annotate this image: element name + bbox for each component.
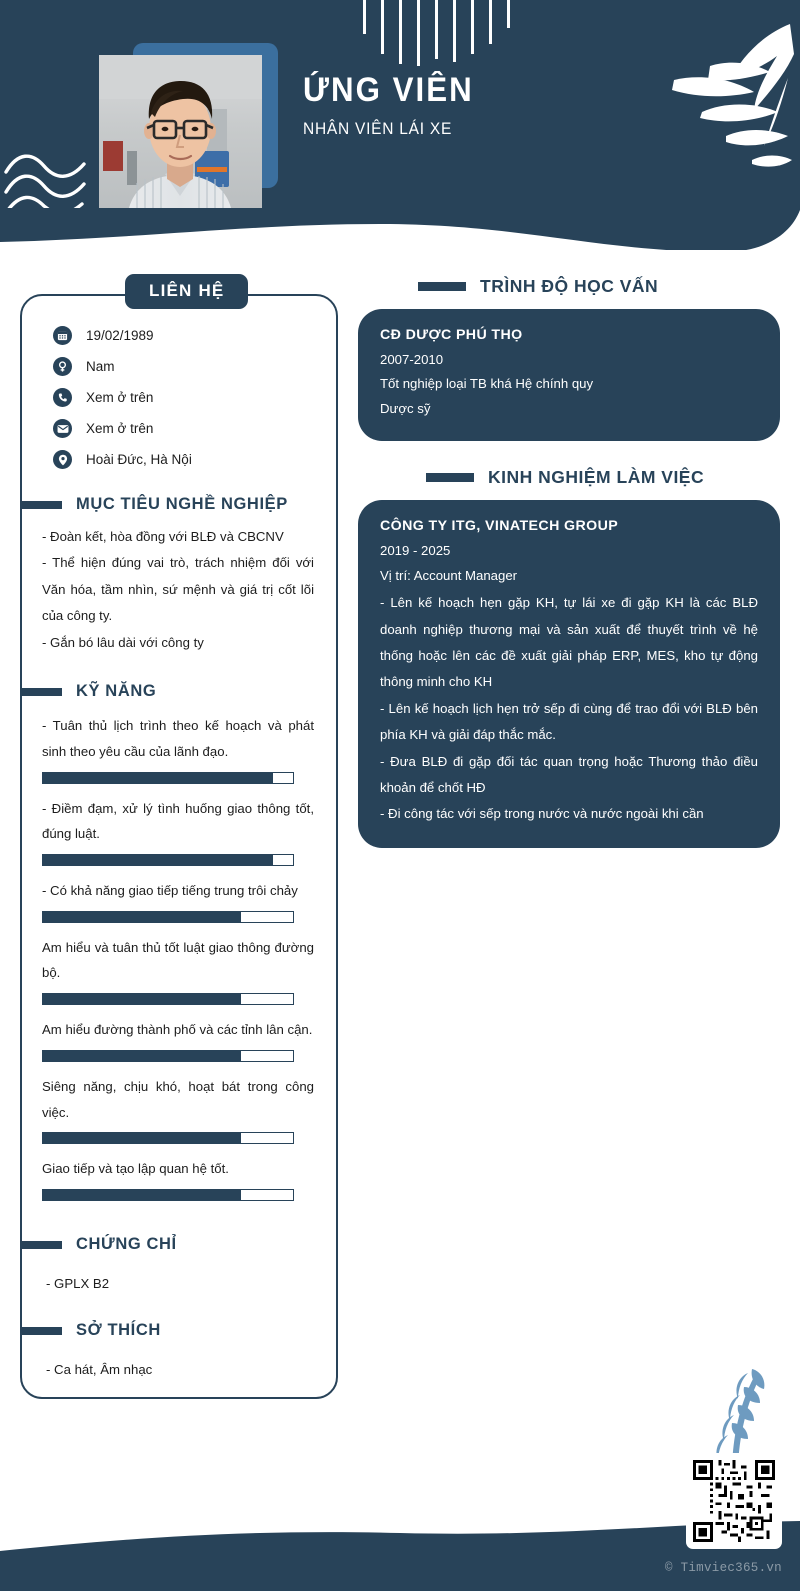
location-icon [53,450,72,469]
skill-label: Siêng năng, chịu khó, hoạt bát trong công việc. [42,1078,314,1120]
section-header-skills [20,682,318,701]
skill-progress-fill [43,994,241,1004]
contact-value-birthdate: 19/02/1989 [86,328,154,343]
objective-line: - Đoàn kết, hòa đồng với BLĐ và CBCNV [42,529,284,544]
education-card [358,309,780,441]
contact-section-pill: LIÊN HỆ [125,274,248,309]
skill-item [40,1074,318,1144]
section-dash [20,1241,62,1249]
certificate-item: - GPLX B2 [46,1276,110,1292]
experience-bullet: - Đi công tác với sếp trong nước và nước ngoài khi cần [380,806,704,822]
skill-item [40,878,318,923]
experience-card [358,500,780,848]
contact-item-email [53,419,318,438]
objective-line: - Gắn bó lâu dài với công ty [42,634,204,650]
skill-label: Am hiểu và tuân thủ tốt luật giao thông đường bộ. [42,939,314,981]
copyright-text: © Timviec365.vn [664,1561,782,1575]
contact-item-gender [53,357,318,376]
skill-progress-fill [43,1133,241,1143]
avatar [99,55,262,220]
experience-bullet: - Đưa BLĐ đi gặp đối tác quan trọng hoặc Thương thảo điều khoản để chốt HĐ [380,753,758,795]
section-title-certificates: CHỨNG CHỈ [76,1235,177,1254]
section-dash [426,473,474,482]
contact-value-address: Hoài Đức, Hà Nội [86,452,192,467]
experience-bullet: - Lên kế hoạch lịch hẹn trở sếp đi cùng để trao đổi với BLĐ bên phía KH và giải đáp thắc mắc. [380,700,758,743]
skill-progress-fill [43,912,241,922]
section-dash [20,1327,62,1335]
page-title: ỨNG VIÊN [303,71,474,109]
section-header-objective [20,495,318,514]
wave-decoration-icon [4,150,96,220]
contact-value-email: Xem ở trên [86,421,154,436]
skill-progress-bar [42,1189,294,1201]
skill-progress-fill [43,855,273,865]
experience-position: Vị trí: Account Manager [380,567,518,583]
objective-body [40,524,318,656]
section-title-objective: MỤC TIÊU NGHỀ NGHIỆP [76,495,288,513]
hobby-item: - Ca hát, Âm nhạc [46,1362,153,1378]
skill-progress-bar [42,772,294,784]
section-title-hobbies: SỞ THÍCH [76,1321,161,1340]
objective-line: - Thể hiện đúng vai trò, trách nhiệm đối với Văn hóa, tầm nhìn, sứ mệnh và giá trị cốt lõi của công ty. [42,555,314,624]
skill-progress-bar [42,854,294,866]
skill-progress-bar [42,911,294,923]
section-dash [20,501,62,509]
skill-item [40,713,318,783]
contact-value-phone: Xem ở trên [86,390,154,405]
email-icon [53,419,72,438]
skill-progress-bar [42,1050,294,1062]
gender-icon [53,357,72,376]
skill-item [40,1156,318,1201]
phone-icon [53,388,72,407]
skill-progress-bar [42,1132,294,1144]
skill-progress-fill [43,773,273,783]
qr-code[interactable] [686,1453,782,1549]
section-title-experience: KINH NGHIỆM LÀM VIỆC [488,467,705,488]
skill-label: - Điềm đạm, xử lý tình huống giao thông tốt, đúng luật. [42,800,314,842]
job-title: NHÂN VIÊN LÁI XE [303,119,453,138]
experience-period: 2019 - 2025 [380,543,451,559]
experience-bullets [380,590,758,828]
education-major: Dược sỹ [380,400,431,416]
section-title-skills: KỸ NĂNG [76,682,157,701]
right-column [358,276,780,848]
left-column-panel [20,294,338,1399]
education-detail: Tốt nghiệp loại TB khá Hệ chính quy [380,376,594,392]
experience-org: CÔNG TY ITG, VINATECH GROUP [380,518,619,535]
education-period: 2007-2010 [380,352,444,367]
contact-value-gender: Nam [86,359,115,374]
calendar-icon [53,326,72,345]
skill-progress-bar [42,993,294,1005]
contact-list [53,326,318,469]
experience-bullet: - Lên kế hoạch hẹn gặp KH, tự lái xe đi gặp KH là các BLĐ doanh nghiệp thương mại và sản xuất để thuyết trình về hệ thống hoặc lên các đề xuất giải pháp ERP, MES, kho tự động thông minh cho KH [380,595,758,690]
section-header-certificates [20,1235,318,1254]
cv-header-banner [0,0,800,250]
education-org: CĐ DƯỢC PHÚ THỌ [380,327,523,343]
contact-item-phone [53,388,318,407]
section-dash [20,688,62,696]
section-header-experience [358,467,780,488]
skill-item [40,935,318,1005]
section-dash [418,282,466,291]
skill-label: Am hiểu đường thành phố và các tỉnh lân cận. [42,1022,313,1038]
skill-progress-fill [43,1051,241,1061]
header-text-group [303,72,489,139]
skill-progress-fill [43,1190,241,1200]
skill-label: - Có khả năng giao tiếp tiếng trung trôi chảy [42,882,298,898]
skill-item [40,796,318,866]
stripe-decoration [363,0,523,66]
leaf-decoration-icon [614,18,794,178]
contact-item-address [53,450,318,469]
skill-label: - Tuân thủ lịch trình theo kế hoạch và phát sinh theo yêu cầu của lãnh đạo. [42,718,314,759]
contact-item-birthdate [53,326,318,345]
skill-label: Giao tiếp và tạo lập quan hệ tốt. [42,1161,229,1177]
skill-item [40,1017,318,1062]
section-title-education: TRÌNH ĐỘ HỌC VẤN [480,276,659,296]
section-header-education [358,276,780,297]
section-header-hobbies [20,1321,318,1340]
